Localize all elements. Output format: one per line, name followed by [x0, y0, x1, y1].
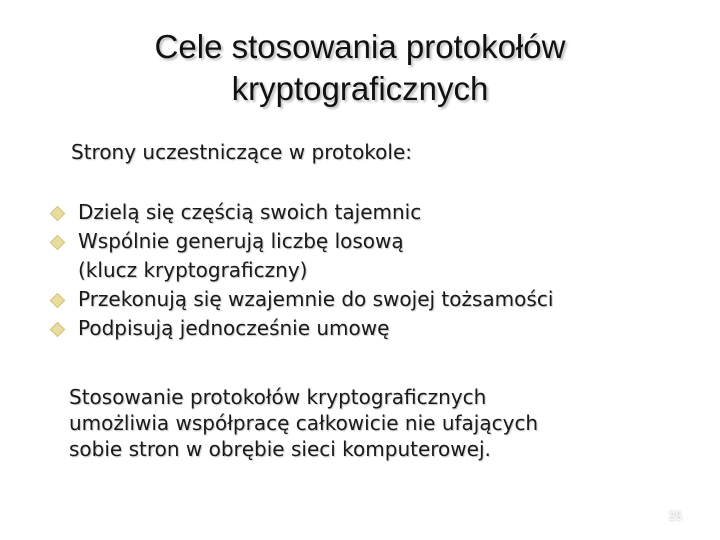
slide-title-line: kryptograficznych	[231, 70, 489, 107]
bullet-item	[52, 227, 553, 285]
bullet-text-line: Wspólnie generują liczbę losową	[78, 229, 404, 253]
intro-text: Strony uczestniczące w protokole:	[71, 140, 413, 164]
summary-line: sobie stron w obrębie sieci komputerowej.	[69, 437, 491, 461]
bullet-text-line: (klucz kryptograficzny)	[78, 258, 308, 282]
bullet-item	[52, 285, 553, 314]
bullet-text-line: Przekonują się wzajemnie do swojej tożsamości	[78, 287, 554, 311]
bullet-text	[78, 314, 553, 343]
bullet-list	[52, 198, 553, 343]
diamond-bullet-icon	[50, 206, 66, 222]
slide-title-line: Cele stosowania protokołów	[154, 28, 566, 65]
bullet-text-line: Podpisują jednocześnie umowę	[78, 316, 390, 340]
diamond-bullet-icon	[50, 235, 66, 251]
bullet-text	[78, 198, 553, 227]
bullet-text-line: Dzielą się częścią swoich tajemnic	[78, 200, 422, 224]
bullet-text	[78, 285, 553, 314]
summary-line: umożliwia współpracę całkowicie nie ufających	[69, 411, 539, 435]
summary-line: Stosowanie protokołów kryptograficznych	[69, 385, 487, 409]
slide-title	[0, 26, 720, 110]
bullet-item	[52, 198, 553, 227]
diamond-bullet-icon	[50, 322, 66, 338]
diamond-bullet-icon	[50, 293, 66, 309]
summary-text	[69, 384, 538, 462]
bullet-text	[78, 227, 553, 285]
bullet-item	[52, 314, 553, 343]
page-number: 25	[668, 509, 682, 523]
